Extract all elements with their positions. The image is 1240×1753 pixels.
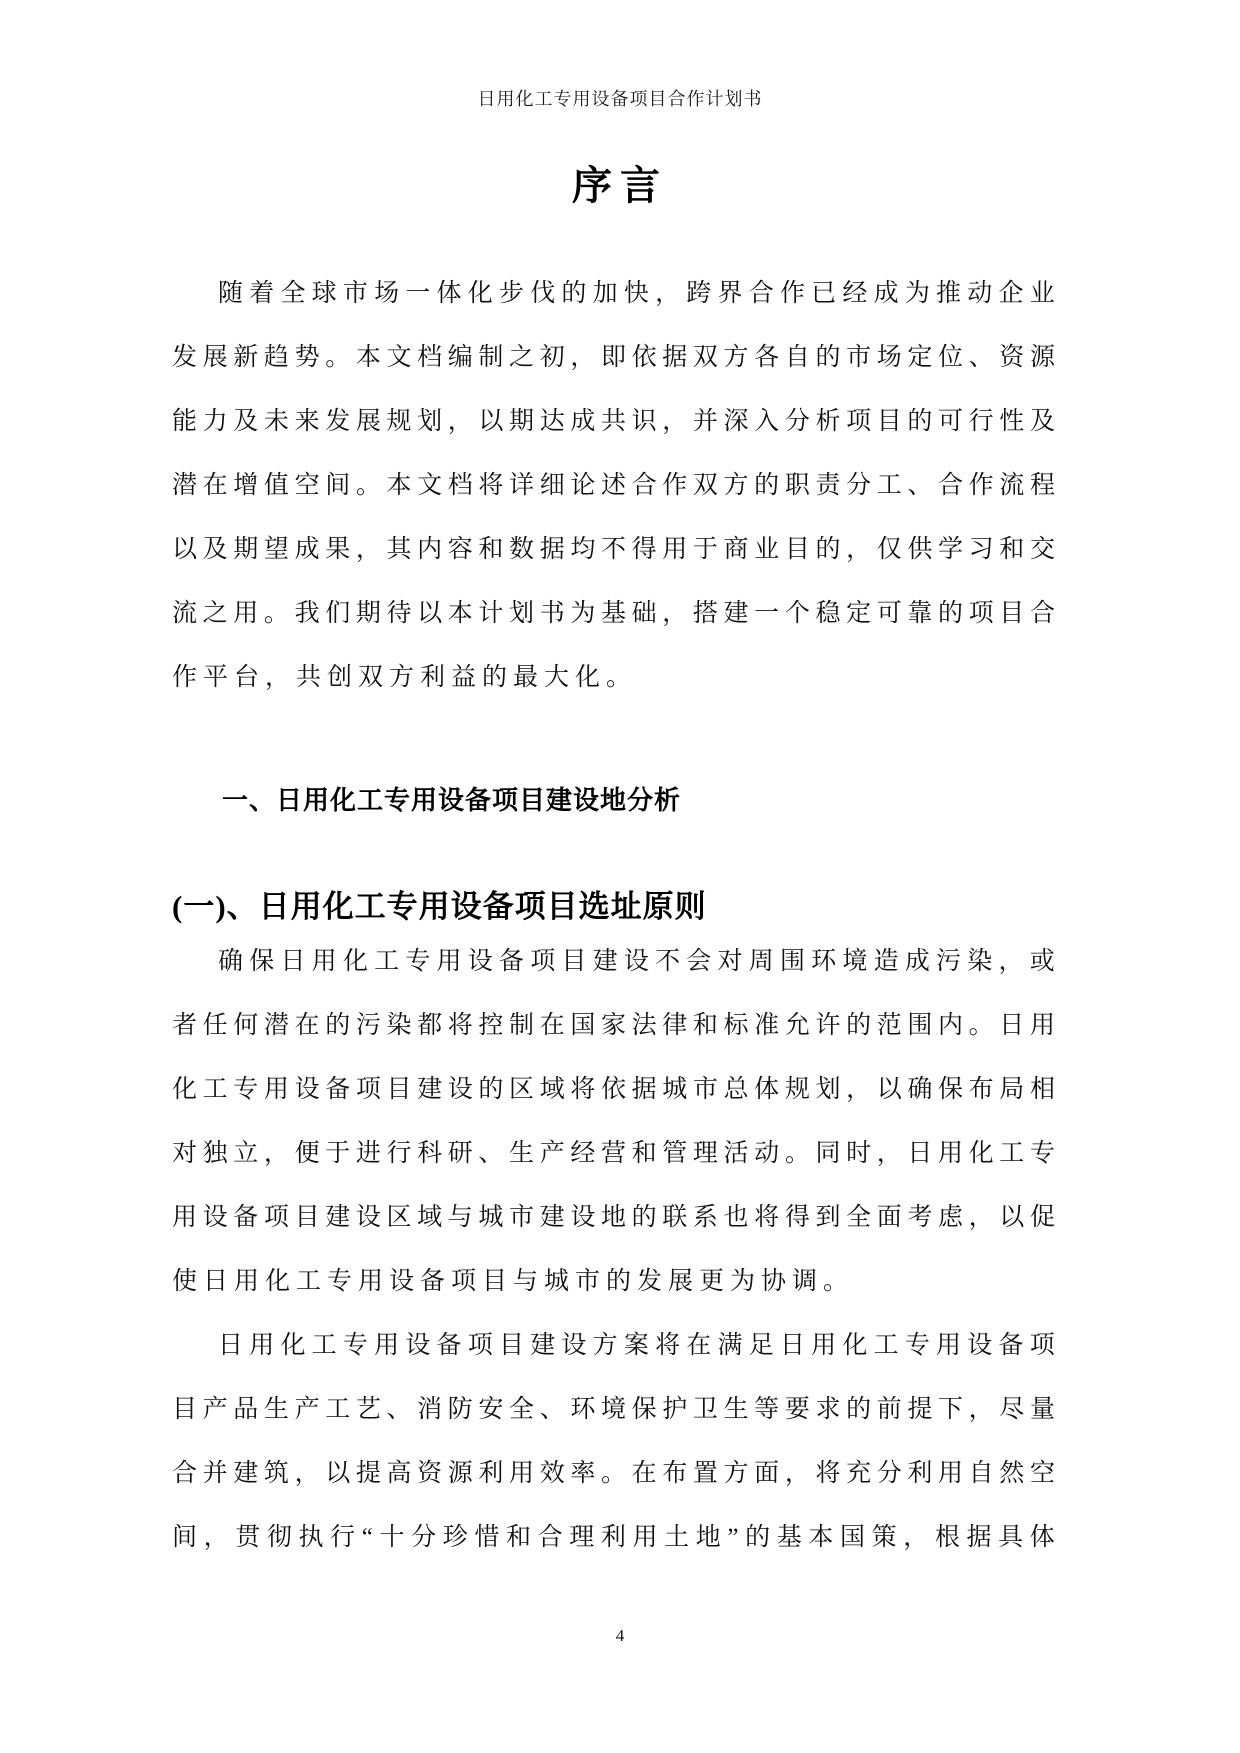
- text-line: 对 独 立 ， 便 于 进 行 科 研 、 生 产 经 营 和 管 理 活 动 。 同 时 ， 日 用 化 工 专: [172, 1140, 1055, 1167]
- text-line: 以 及 期 望 成 果 ， 其 内 容 和 数 据 均 不 得 用 于 商 业 目 的 ， 仅 供 学 习 和 交: [172, 536, 1055, 563]
- text-line: 确 保 日 用 化 工 专 用 设 备 项 目 建 设 不 会 对 周 围 环 境 造 成 污 染 ， 或: [218, 948, 1055, 975]
- text-line: 目 产 品 生 产 工 艺 、 消 防 安 全 、 环 境 保 护 卫 生 等 要 求 的 前 提 下 ， 尽 量: [172, 1396, 1055, 1423]
- text-line: 作平台，共创双方利益的最大化。: [172, 664, 638, 691]
- document-body: [172, 262, 1055, 1570]
- page-number: 4: [615, 1626, 625, 1645]
- text-line: 流 之 用 。 我 们 期 待 以 本 计 划 书 为 基 础 ， 搭 建 一 个 稳 定 可 靠 的 项 目 合: [172, 600, 1055, 627]
- text-line: 发 展 新 趋 势 。 本 文 档 编 制 之 初 ， 即 依 据 双 方 各 自 的 市 场 定 位 、 资 源: [172, 344, 1055, 371]
- body-paragraph: [172, 262, 1055, 710]
- section-heading: 一、日用化工专用设备项目建设地分析: [222, 786, 682, 815]
- text-line: 使日用化工专用设备项目与城市的发展更为协调。: [172, 1268, 855, 1295]
- page-title: 序言: [572, 163, 668, 208]
- document-header-title: 日用化工专用设备项目合作计划书: [477, 89, 763, 109]
- text-line: 间 ， 贯 彻 执 行 “ 十 分 珍 惜 和 合 理 利 用 土 地 ” 的 基 本 国 策 ， 根 据 具 体: [172, 1524, 1055, 1551]
- body-paragraph: [172, 930, 1055, 1314]
- text-line: 者 任 何 潜 在 的 污 染 都 将 控 制 在 国 家 法 律 和 标 准 允 许 的 范 围 内 。 日 用: [172, 1012, 1055, 1039]
- text-line: 合 并 建 筑 ， 以 提 高 资 源 利 用 效 率 。 在 布 置 方 面 ， 将 充 分 利 用 自 然 空: [172, 1460, 1055, 1487]
- text-line: 化 工 专 用 设 备 项 目 建 设 的 区 域 将 依 据 城 市 总 体 规 划 ， 以 确 保 布 局 相: [172, 1076, 1055, 1103]
- text-line: 用 设 备 项 目 建 设 区 域 与 城 市 建 设 地 的 联 系 也 将 得 到 全 面 考 虑 ， 以 促: [172, 1204, 1055, 1231]
- text-line: 随 着 全 球 市 场 一 体 化 步 伐 的 加 快 ， 跨 界 合 作 已 经 成 为 推 动 企 业: [218, 280, 1055, 307]
- text-line: 日 用 化 工 专 用 设 备 项 目 建 设 方 案 将 在 满 足 日 用 化 工 专 用 设 备 项: [218, 1332, 1055, 1359]
- text-line: 潜 在 增 值 空 间 。 本 文 档 将 详 细 论 述 合 作 双 方 的 职 责 分 工 、 合 作 流 程: [172, 472, 1055, 499]
- subsection-heading: (一)、日用化工专用设备项目选址原则: [172, 889, 707, 924]
- text-line: 能 力 及 未 来 发 展 规 划 ， 以 期 达 成 共 识 ， 并 深 入 分 析 项 目 的 可 行 性 及: [172, 408, 1055, 435]
- body-paragraph: [172, 1314, 1055, 1570]
